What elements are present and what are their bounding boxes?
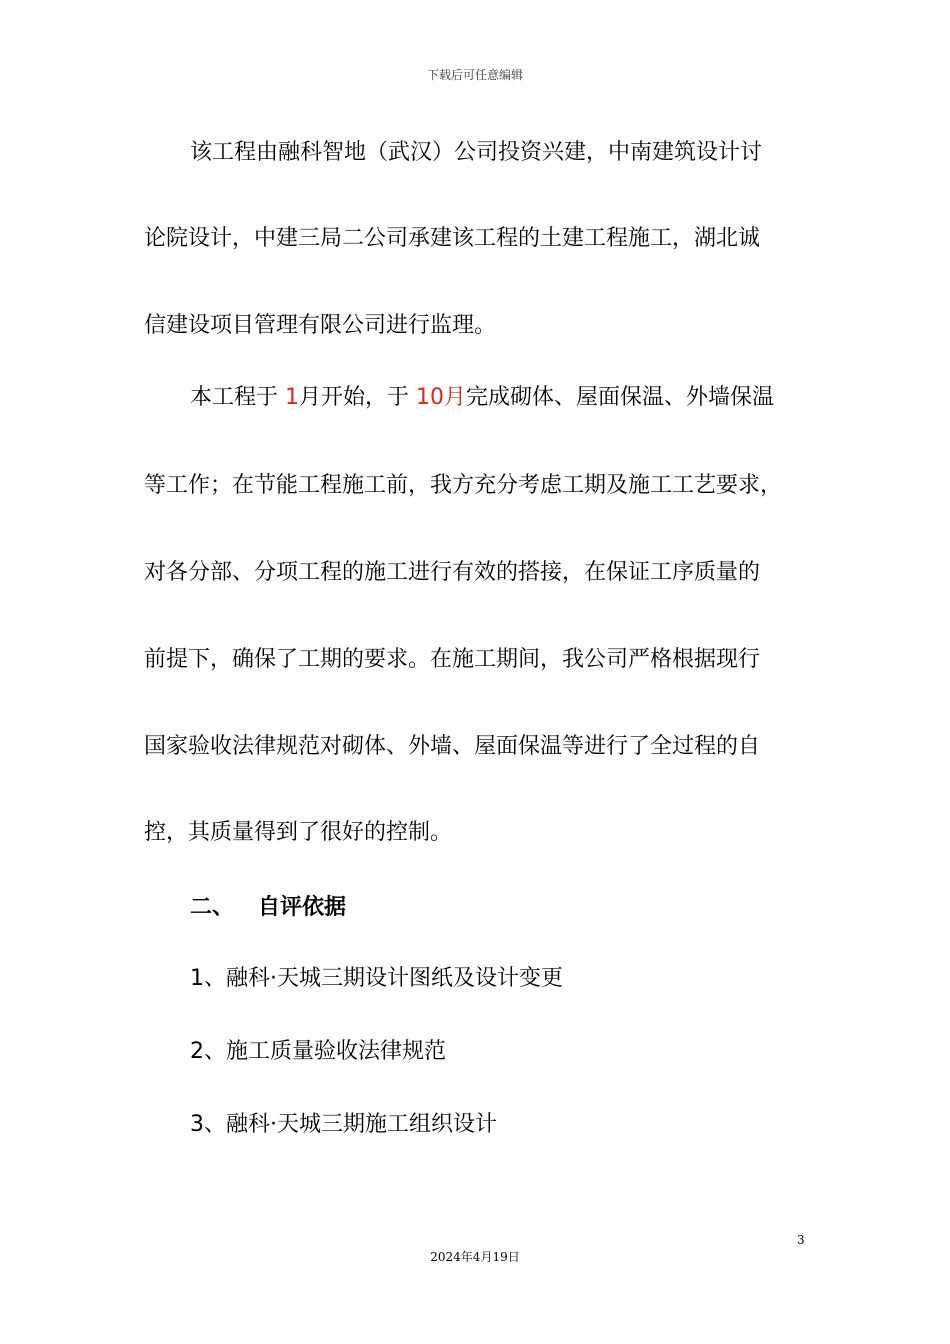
paragraph2-text-a: 本工程于 <box>190 385 279 410</box>
start-month: 1 <box>285 385 300 410</box>
page-number: 3 <box>797 1233 805 1247</box>
page-date: 2024年4月19日 <box>430 1250 520 1264</box>
section-number: 二、 <box>190 895 235 920</box>
section-title: 自评依据 <box>258 895 347 920</box>
paragraph2-line1 <box>190 383 774 413</box>
paragraph1-line3: 信建设项目管理有限公司进行监理。 <box>144 313 497 338</box>
section-heading <box>190 893 346 923</box>
paragraph2-line4: 前提下，确保了工期的要求。在施工期间，我公司严格根据现行 <box>144 647 761 672</box>
paragraph1-line2: 论院设计，中建三局二公司承建该工程的土建工程施工，湖北诚 <box>144 226 761 251</box>
paragraph2-line2: 等工作；在节能工程施工前，我方充分考虑工期及施工工艺要求， <box>144 473 783 498</box>
list-item: 2、施工质量验收法律规范 <box>190 1039 446 1064</box>
paragraph2-text-c: 完成砌体、屋面保温、外墙保温 <box>466 385 775 410</box>
page-header: 下载后可任意编辑 <box>426 68 523 82</box>
paragraph1-line1: 该工程由融科智地（武汉）公司投资兴建，中南建筑设计讨 <box>190 140 763 165</box>
list-item: 1、融科·天城三期设计图纸及设计变更 <box>190 966 563 991</box>
paragraph2-line6: 控，其质量得到了很好的控制。 <box>144 820 453 845</box>
paragraph2-line3: 对各分部、分项工程的施工进行有效的搭接，在保证工序质量的 <box>144 560 761 585</box>
end-month: 10月 <box>416 385 467 410</box>
paragraph2-line5: 国家验收法律规范对砌体、外墙、屋面保温等进行了全过程的自 <box>144 734 761 759</box>
list-item: 3、融科·天城三期施工组织设计 <box>190 1112 497 1137</box>
paragraph2-text-b: 月开始，于 <box>299 385 410 410</box>
